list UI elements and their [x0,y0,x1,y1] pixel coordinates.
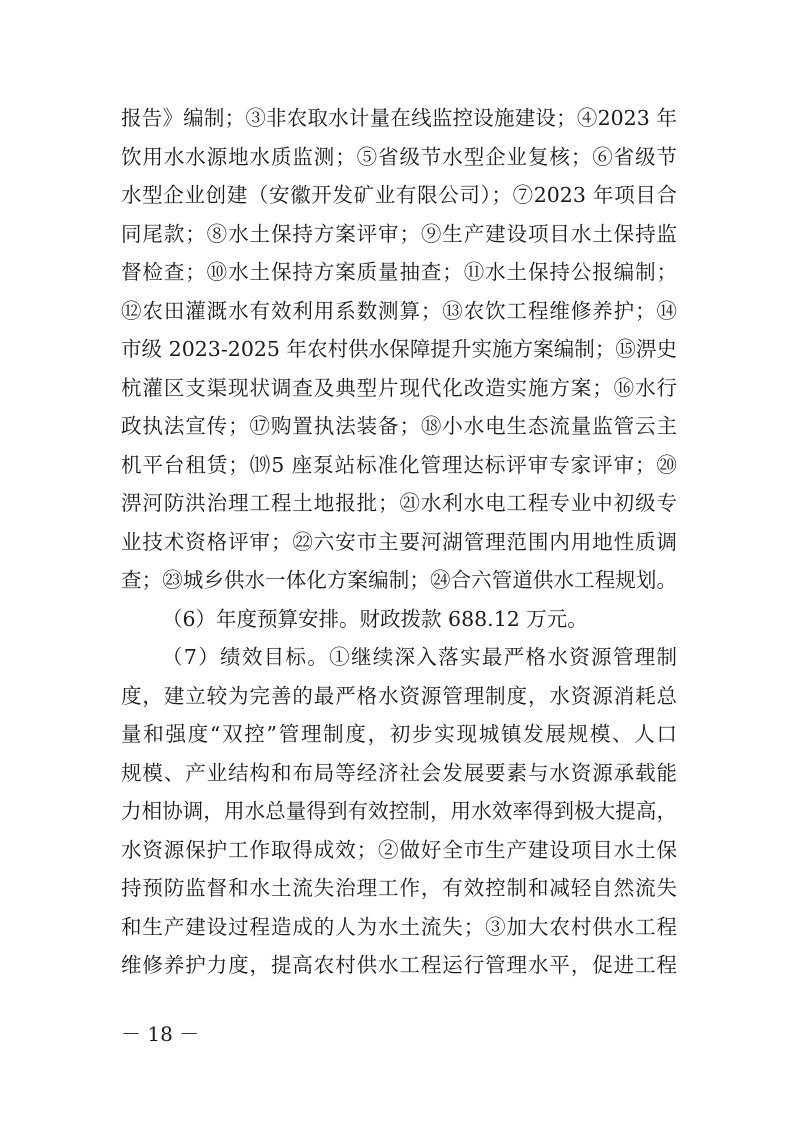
text-line: 维修养护力度，提高农村供水工程运行管理水平，促进工程 [121,953,677,977]
text-line: 水型企业创建（安徽开发矿业有限公司）；⑦2023 年项目合 [121,183,677,207]
text-line: 查；㉓城乡供水一体化方案编制；㉔合六管道供水工程规划。 [121,568,677,592]
text-line: 报告》编制；③非农取水计量在线监控设施建设；④2023 年 [121,106,677,130]
text-line: 机平台租赁；⒆5 座泵站标准化管理达标评审专家评审；⑳ [121,452,677,477]
text-line: 同尾款；⑧水土保持方案评审；⑨生产建设项目水土保持监 [121,221,677,246]
text-line: （7）绩效目标。①继续深入落实最严格水资源管理制 [162,645,677,669]
text-line: 水资源保护工作取得成效；②做好全市生产建设项目水土保 [121,837,677,862]
text-line: 政执法宣传；⑰购置执法装备；⑱小水电生态流量监管云主 [121,414,677,438]
text-line: 量和强度“双控”管理制度，初步实现城镇发展规模、人口 [121,722,677,746]
text-line: 和生产建设过程造成的人为水土流失；③加大农村供水工程 [121,914,677,939]
text-line: 督检查；⑩水土保持方案质量抽查；⑪水土保持公报编制； [121,260,677,284]
text-line: 淠河防洪治理工程土地报批；㉑水利水电工程专业中初级专 [121,491,677,515]
text-line: ⑫农田灌溉水有效利用系数测算；⑬农饮工程维修养护；⑭ [121,298,677,323]
text-line: 市级 2023-2025 年农村供水保障提升实施方案编制；⑮淠史 [121,337,677,361]
budget-paragraph: （6）年度预算安排。财政拨款 688.12 万元。 [162,606,588,631]
text-line: 杭灌区支渠现状调查及典型片现代化改造实施方案；⑯水行 [121,375,677,400]
page-number: － 18 － [121,1022,200,1046]
document-body [121,100,677,986]
text-line: 规模、产业结构和布局等经济社会发展要素与水资源承载能 [121,760,677,785]
text-line: 力相协调，用水总量得到有效控制，用水效率得到极大提高， [121,799,677,823]
text-line: 持预防监督和水土流失治理工作，有效控制和减轻自然流失 [121,876,677,900]
text-line: 业技术资格评审；㉒六安市主要河湖管理范围内用地性质调 [121,529,677,554]
text-line: 饮用水水源地水质监测；⑤省级节水型企业复核；⑥省级节 [121,144,677,169]
text-line: 度，建立较为完善的最严格水资源管理制度，水资源消耗总 [121,683,677,708]
